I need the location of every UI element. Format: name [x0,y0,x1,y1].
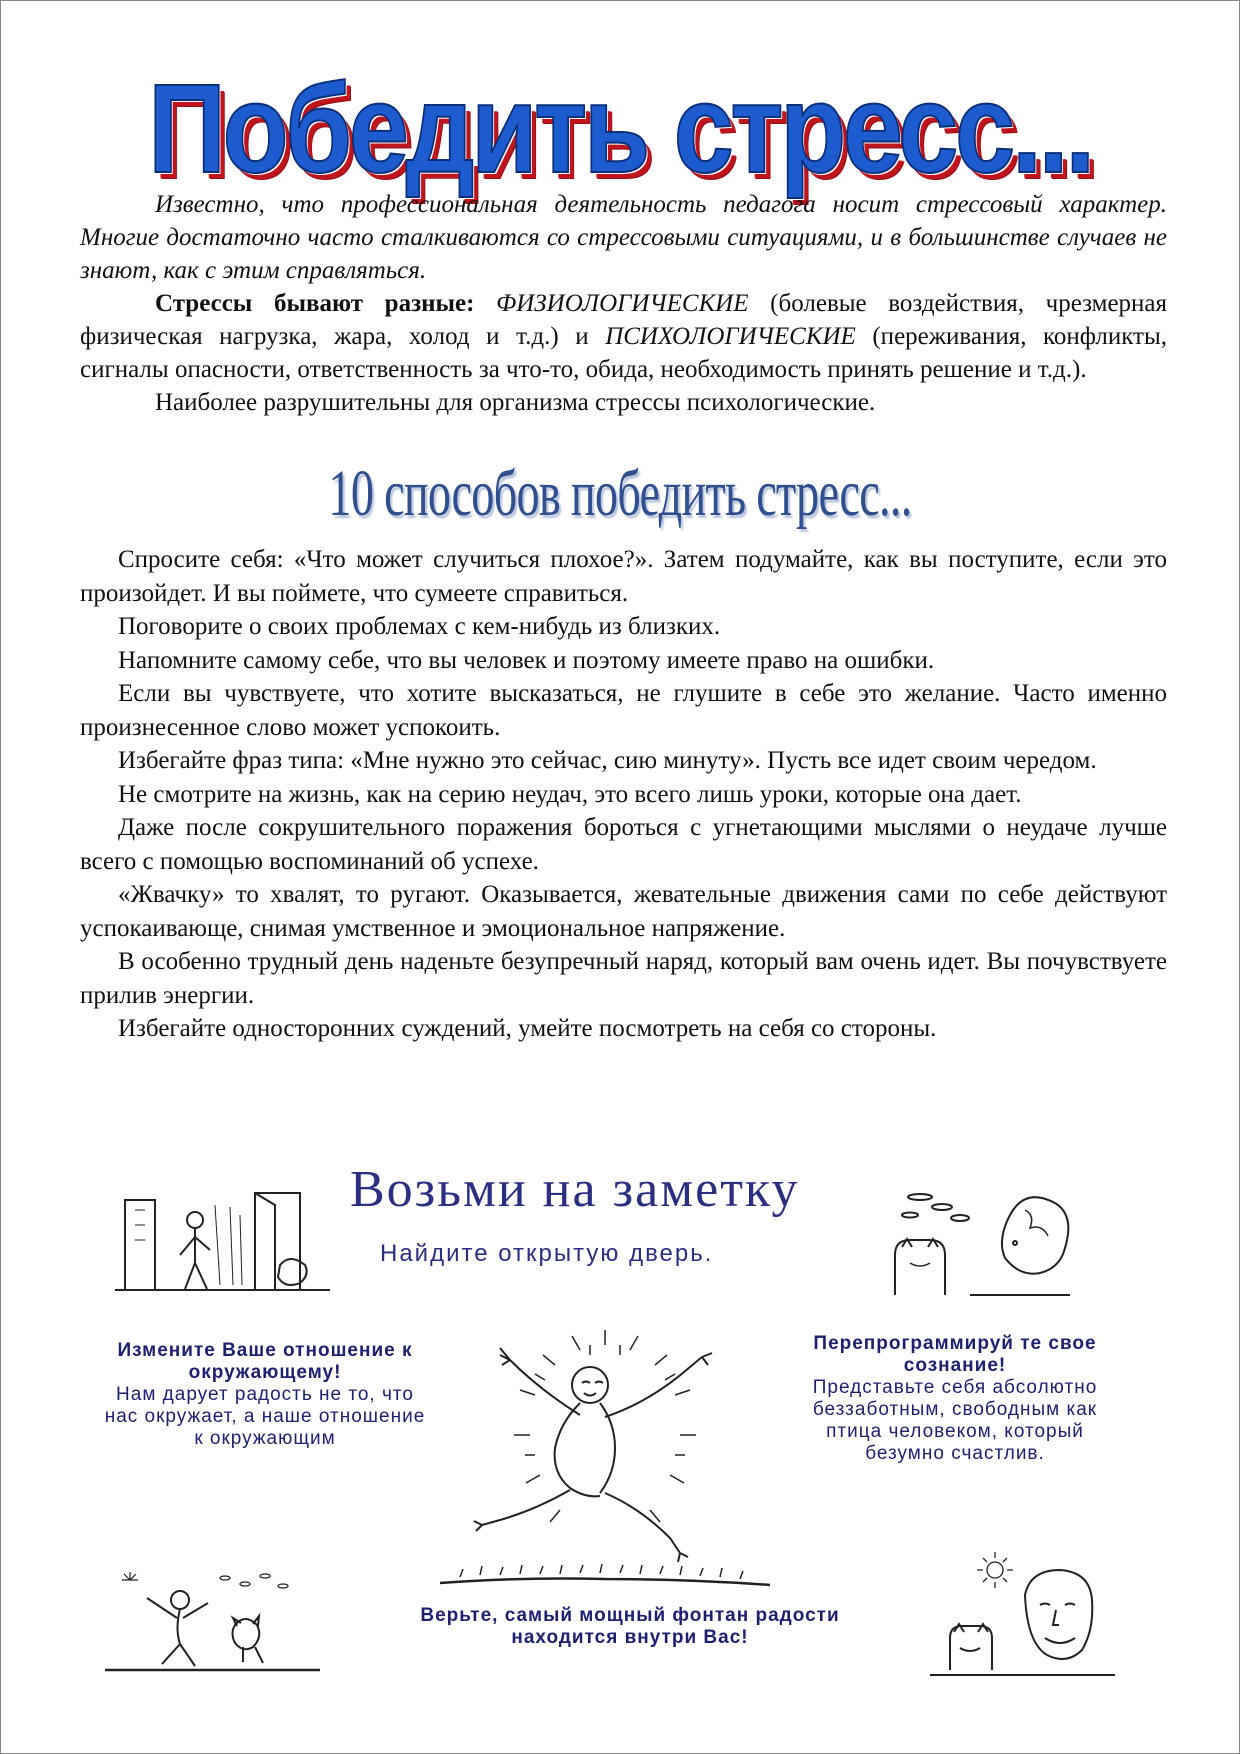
left-note-text: Нам дарует радость не то, что нас окружает, а наше отношение к окружающим [104,1384,426,1449]
door-figure-drawing [115,1185,330,1305]
tip-item: «Жвачку» то хвалят, то ругают. Оказывается, жевательные движения сами по себе действуют успокаивающе, снимая умственное и эмоциональное напряжение. [80,881,1167,942]
left-note-box [100,1340,430,1450]
stress-type-psychological-desc: (переживания, конфликты, сигналы опасности, ответственность за что-то, обида, необходимость принять решение и т.д.). [80,323,1168,383]
section-title: 10 способов победить стресс... [328,457,912,530]
tip-item: Даже после сокрушительного поражения бороться с угнетающими мыслями о неудаче лучше всего с помощью воспоминаний об успехе. [80,814,1167,875]
tip-item: Избегайте односторонних суждений, умейте посмотреть на себя со стороны. [118,1015,937,1042]
intro-paragraph-1: Известно, что профессиональная деятельность педагога носит стрессовый характер. Многие достаточно часто сталкиваются со стрессовыми ситуациями, и в большинстве случаев не знают, как с этим справляться. [80,191,1167,284]
intro-paragraph-3: Наиболее разрушительны для организма стрессы психологические. [155,389,876,416]
jumping-man-drawing [440,1325,770,1595]
right-note-text: Представьте себя абсолютно беззаботным, свободным как птица человеком, который безумно счастлив. [812,1377,1098,1464]
tip-item: Избегайте фраз типа: «Мне нужно это сейчас, сию минуту». Пусть все идет своим чередом. [118,747,1097,774]
note-subtitle: Найдите открытую дверь. [380,1240,714,1267]
intro-section [80,188,1167,419]
tip-item: В особенно трудный день наденьте безупречный наряд, который вам очень идет. Вы почувствуете прилив энергии. [80,948,1167,1009]
tips-list [80,543,1167,1046]
note-title: Возьми на заметку [350,1161,800,1218]
tip-item: Спросите себя: «Что может случиться плохое?». Затем подумайте, как вы поступите, если это произойдет. И вы поймете, что сумеете справиться. [80,546,1167,607]
stress-type-psychological: ПСИХОЛОГИЧЕСКИЕ [605,323,856,350]
right-note-box [800,1333,1110,1465]
tip-item: Напомните самому себе, что вы человек и поэтому имеете право на ошибки. [118,646,935,674]
smiling-man-drawing [930,1550,1115,1680]
bottom-note: Верьте, самый мощный фонтан радости находится внутри Вас! [420,1605,840,1648]
stress-type-physiological-desc: (болевые воздействия, чрезмерная физическая нагрузка, жара, холод и т.д.) и [80,290,1168,350]
main-title: Победить стресс... [148,58,1092,199]
dancing-figures-drawing [105,1570,320,1680]
left-note-heading: Измените Ваше отношение к окружающему! [117,1340,413,1383]
stress-type-physiological: ФИЗИОЛОГИЧЕСКИЕ [496,290,749,317]
stress-types-lead: Стрессы бывают разные: [155,290,475,317]
tip-item: Не смотрите на жизнь, как на серию неудач, это всего лишь уроки, которые она дает. [118,780,1022,808]
thinking-man-drawing [890,1185,1090,1300]
tip-item: Если вы чувствуете, что хотите высказаться, не глушите в себе это желание. Часто именно произнесенное слово может успокоить. [80,680,1167,741]
intro-paragraph-2 [80,287,1167,386]
right-note-heading: Перепрограммируй те свое сознание! [813,1333,1097,1376]
tip-item: Поговорите о своих проблемах с кем-нибудь из близких. [118,613,721,640]
